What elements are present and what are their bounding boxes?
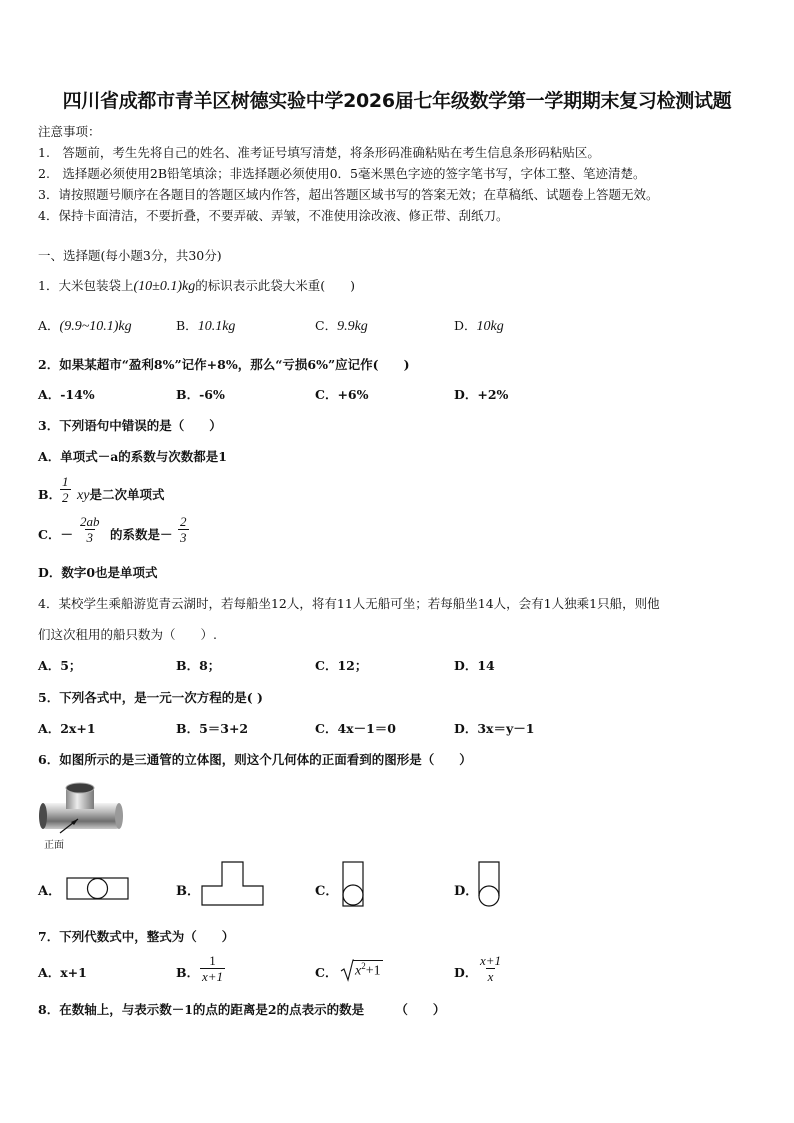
- q6-option-a-label: A．: [38, 884, 62, 899]
- q2-option-b: B．-6%: [176, 387, 225, 402]
- q3-option-c-text: 的系数是－: [110, 527, 173, 542]
- q2-option-a: A．-14%: [38, 387, 95, 402]
- q6-option-b-figure: [201, 860, 265, 908]
- q4-option-d: D．14: [454, 658, 495, 673]
- q2-option-d: D．+2%: [454, 387, 509, 402]
- question-2: 2．如果某超市“盈利8%”记作+8%，那么“亏损6%”应记作( ): [38, 357, 410, 372]
- q7-option-d-label: D．: [454, 965, 478, 980]
- q1-option-b: B．10.1kg: [176, 318, 236, 334]
- question-4-line-2: 们这次租用的船只数为（ ）.: [38, 627, 217, 642]
- question-3: 3．下列语句中错误的是（ ）: [38, 418, 222, 433]
- q7-b-fraction: $\frac{1}{x+1}$: [202, 953, 224, 984]
- q3-option-b-label: B．: [38, 487, 62, 502]
- q1-option-d: D．10kg: [454, 318, 504, 334]
- q3-c-fraction-2: $\frac{2}{3}$: [180, 514, 187, 545]
- q5-option-b: B．5＝3+2: [176, 721, 249, 736]
- q4-option-c: C．12；: [315, 658, 368, 673]
- q6-option-c-figure: [341, 860, 367, 910]
- q6-option-d-label: D．: [454, 884, 479, 899]
- q1-option-c: C．9.9kg: [315, 318, 368, 334]
- q1-option-a: A．(9.9~10.1)kg: [38, 318, 132, 334]
- question-8: 8．在数轴上，与表示数－1的点的距离是2的点表示的数是 （ ）: [38, 1002, 446, 1017]
- q6-option-b-label: B．: [176, 884, 200, 899]
- q7-d-fraction: $\frac{x+1}{x}$: [480, 953, 502, 984]
- q3-b-fraction: $\frac{1}{2}$: [62, 474, 69, 505]
- q4-option-a: A．5；: [38, 658, 82, 673]
- q7-option-c-label: C．: [315, 965, 338, 980]
- question-1: 1．大米包装袋上(10±0.1)kg的标识表示此袋大米重( ): [38, 278, 355, 294]
- q4-option-b: B．8；: [176, 658, 221, 673]
- q3-option-b-text: xy是二次单项式: [77, 487, 165, 503]
- sqrt-radicand: $x^2+1$: [355, 961, 381, 979]
- q2-option-c: C．+6%: [315, 387, 369, 402]
- sqrt-icon: [340, 958, 354, 982]
- notice-item-4: 4．保持卡面清洁，不要折叠，不要弄破、弄皱，不准使用涂改液、修正带、刮纸刀。: [38, 208, 509, 223]
- q6-option-d-figure: [477, 860, 503, 910]
- q7-option-b-label: B．: [176, 965, 200, 980]
- notice-item-1: 1. 答题前，考生先将自己的姓名、准考证号填写清楚，将条形码准确粘贴在考生信息条形码粘贴区。: [38, 145, 600, 160]
- question-5: 5．下列各式中，是一元一次方程的是( ): [38, 690, 263, 705]
- question-4-line-1: 4．某校学生乘船游览青云湖时，若每船坐12人，将有11人无船可坐；若每船坐14人，会有1人独乘1只船，则他: [38, 596, 660, 611]
- q3-c-fraction: $\frac{2ab}{3}$: [80, 514, 100, 545]
- question-6: 6．如图所示的是三通管的立体图，则这个几何体的正面看到的图形是（ ）: [38, 752, 472, 767]
- q3-option-a: A．单项式－a的系数与次数都是1: [38, 449, 227, 464]
- q6-option-a-figure: [66, 876, 130, 902]
- tee-photo-label: 正面: [44, 840, 64, 851]
- notice-heading: 注意事项：: [38, 124, 101, 139]
- q3-option-d: D．数字0也是单项式: [38, 565, 158, 580]
- q5-option-a: A．2x+1: [38, 721, 96, 736]
- notice-item-3: 3．请按照题号顺序在各题目的答题区域内作答，超出答题区域书写的答案无效；在草稿纸、试题卷上答题无效。: [38, 187, 659, 202]
- q6-option-c-label: C．: [315, 884, 339, 899]
- q5-option-c: C．4x－1＝0: [315, 721, 396, 736]
- q5-option-d: D．3x＝y－1: [454, 721, 535, 736]
- notice-item-2: 2. 选择题必须使用2B铅笔填涂；非选择题必须使用0．5毫米黑色字迹的签字笔书写，字体工整、笔迹清楚。: [38, 166, 646, 181]
- question-7: 7．下列代数式中，整式为（ ）: [38, 929, 235, 944]
- q3-option-c-label: C．－: [38, 527, 73, 542]
- page-title: 四川省成都市青羊区树德实验中学2026届七年级数学第一学期期末复习检测试题: [62, 90, 732, 112]
- section-heading: 一、选择题(每小题3分，共30分): [38, 248, 222, 263]
- q7-option-a: A．x+1: [38, 965, 87, 980]
